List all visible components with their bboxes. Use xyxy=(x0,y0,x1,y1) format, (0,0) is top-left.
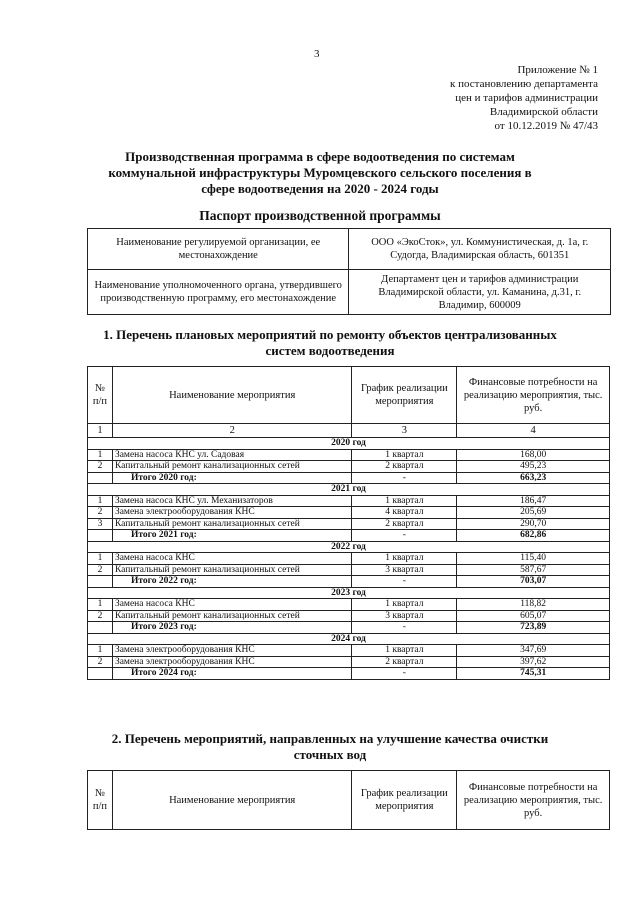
title-line: коммунальной инфраструктуры Муромцевского сельского поселения в xyxy=(108,165,532,180)
table-row xyxy=(88,599,610,611)
row-number: 2 xyxy=(88,507,113,519)
section-title-line: сточных вод xyxy=(293,747,367,762)
table-row xyxy=(88,507,610,519)
year-row xyxy=(88,484,610,496)
measure-value: 495,23 xyxy=(457,461,610,473)
measure-name: Капитальный ремонт канализационных сетей xyxy=(112,564,351,576)
total-value: 703,07 xyxy=(457,576,610,588)
total-dash: - xyxy=(352,622,457,634)
measure-name: Замена насоса КНС ул. Садовая xyxy=(112,449,351,461)
table-row xyxy=(88,610,610,622)
table-header-row xyxy=(88,771,610,830)
year-label: 2022 год xyxy=(88,541,610,553)
measure-name: Капитальный ремонт канализационных сетей xyxy=(112,461,351,473)
total-row xyxy=(88,530,610,542)
year-label: 2023 год xyxy=(88,587,610,599)
table-row xyxy=(88,645,610,657)
measure-value: 347,69 xyxy=(457,645,610,657)
column-number: 3 xyxy=(352,424,457,438)
total-value: 663,23 xyxy=(457,472,610,484)
table-header-row xyxy=(88,367,610,424)
title-line: Производственная программа в сфере водоотведения по системам xyxy=(125,149,515,164)
appendix-line: Владимирской области xyxy=(489,106,598,118)
total-label: Итого 2024 год: xyxy=(112,668,351,680)
total-dash: - xyxy=(352,530,457,542)
header-name: Наименование мероприятия xyxy=(112,771,351,830)
year-row xyxy=(88,587,610,599)
year-row xyxy=(88,633,610,645)
measure-name: Капитальный ремонт канализационных сетей xyxy=(112,518,351,530)
row-number: 1 xyxy=(88,495,113,507)
column-number: 4 xyxy=(457,424,610,438)
row-number: 1 xyxy=(88,449,113,461)
year-label: 2020 год xyxy=(88,438,610,450)
total-empty-cell xyxy=(88,668,113,680)
total-row xyxy=(88,622,610,634)
measure-name: Замена электрооборудования КНС xyxy=(112,645,351,657)
header-finance: Финансовые потребности на реализацию мероприятия, тыс. руб. xyxy=(457,367,610,424)
header-schedule: График реализации мероприятия xyxy=(352,771,457,830)
table-row xyxy=(88,270,611,315)
header-schedule: График реализации мероприятия xyxy=(352,367,457,424)
table-row xyxy=(88,518,610,530)
row-number: 1 xyxy=(88,553,113,565)
total-dash: - xyxy=(352,668,457,680)
year-row xyxy=(88,438,610,450)
row-number: 1 xyxy=(88,599,113,611)
row-number: 2 xyxy=(88,610,113,622)
header-num: № п/п xyxy=(88,367,113,424)
year-label: 2024 год xyxy=(88,633,610,645)
table-row xyxy=(88,553,610,565)
total-dash: - xyxy=(352,576,457,588)
section-2-title xyxy=(70,731,590,763)
passport-value: ООО «ЭкоСток», ул. Коммунистическая, д. 1а, г. Судогда, Владимирская область, 601351 xyxy=(349,229,611,270)
year-row xyxy=(88,541,610,553)
years-body xyxy=(88,438,610,680)
measure-name: Замена насоса КНС xyxy=(112,553,351,565)
table-row xyxy=(88,229,611,270)
measure-value: 397,62 xyxy=(457,656,610,668)
total-value: 745,31 xyxy=(457,668,610,680)
title-line: сфере водоотведения на 2020 - 2024 годы xyxy=(201,181,439,196)
total-empty-cell xyxy=(88,472,113,484)
passport-title: Паспорт производственной программы xyxy=(199,208,441,223)
table-row xyxy=(88,564,610,576)
total-label: Итого 2020 год: xyxy=(112,472,351,484)
measure-value: 205,69 xyxy=(457,507,610,519)
table-row xyxy=(88,495,610,507)
column-number: 2 xyxy=(112,424,351,438)
measure-name: Замена насоса КНС xyxy=(112,599,351,611)
total-label: Итого 2021 год: xyxy=(112,530,351,542)
document-title xyxy=(70,149,570,197)
row-number: 2 xyxy=(88,656,113,668)
measure-value: 587,67 xyxy=(457,564,610,576)
appendix-line: к постановлению департамента xyxy=(450,78,598,90)
measure-schedule: 1 квартал xyxy=(352,599,457,611)
measure-schedule: 3 квартал xyxy=(352,610,457,622)
table-row xyxy=(88,656,610,668)
row-number: 1 xyxy=(88,645,113,657)
appendix-line: цен и тарифов администрации xyxy=(455,92,598,104)
quality-measures-table xyxy=(87,770,610,830)
measure-value: 605,07 xyxy=(457,610,610,622)
measure-schedule: 3 квартал xyxy=(352,564,457,576)
measure-name: Замена насоса КНС ул. Механизаторов xyxy=(112,495,351,507)
measure-value: 168,00 xyxy=(457,449,610,461)
header-finance: Финансовые потребности на реализацию мероприятия, тыс. руб. xyxy=(457,771,610,830)
measure-schedule: 1 квартал xyxy=(352,553,457,565)
row-number: 2 xyxy=(88,564,113,576)
passport-table xyxy=(87,228,611,315)
passport-label: Наименование уполномоченного органа, утвердившего производственную программу, его местонахождение xyxy=(88,270,349,315)
total-row xyxy=(88,668,610,680)
row-number: 3 xyxy=(88,518,113,530)
passport-value: Департамент цен и тарифов администрации Владимирской области, ул. Каманина, д.31, г. Владимир, 600009 xyxy=(349,270,611,315)
passport-label: Наименование регулируемой организации, ее местонахождение xyxy=(88,229,349,270)
column-number-row xyxy=(88,424,610,438)
total-empty-cell xyxy=(88,576,113,588)
section-1-title xyxy=(70,327,590,359)
header-name: Наименование мероприятия xyxy=(112,367,351,424)
measure-name: Замена электрооборудования КНС xyxy=(112,656,351,668)
measure-value: 118,82 xyxy=(457,599,610,611)
measure-schedule: 4 квартал xyxy=(352,507,457,519)
section-title-line: 2. Перечень мероприятий, направленных на улучшение качества очистки xyxy=(111,731,549,746)
table-row xyxy=(88,461,610,473)
year-label: 2021 год xyxy=(88,484,610,496)
total-empty-cell xyxy=(88,622,113,634)
total-row xyxy=(88,472,610,484)
header-num: № п/п xyxy=(88,771,113,830)
measure-name: Замена электрооборудования КНС xyxy=(112,507,351,519)
section-title-line: 1. Перечень плановых мероприятий по ремонту объектов централизованных xyxy=(103,327,557,342)
column-number: 1 xyxy=(88,424,113,438)
total-dash: - xyxy=(352,472,457,484)
row-number: 2 xyxy=(88,461,113,473)
total-value: 723,89 xyxy=(457,622,610,634)
total-row xyxy=(88,576,610,588)
appendix-line: от 10.12.2019 № 47/43 xyxy=(494,120,598,132)
measure-schedule: 2 квартал xyxy=(352,656,457,668)
total-value: 682,86 xyxy=(457,530,610,542)
measure-schedule: 1 квартал xyxy=(352,495,457,507)
measure-value: 115,40 xyxy=(457,553,610,565)
measure-value: 186,47 xyxy=(457,495,610,507)
section-title-line: систем водоотведения xyxy=(265,343,395,358)
appendix-line: Приложение № 1 xyxy=(517,64,598,76)
measures-table xyxy=(87,366,610,680)
total-empty-cell xyxy=(88,530,113,542)
measure-schedule: 2 квартал xyxy=(352,461,457,473)
measure-value: 290,70 xyxy=(457,518,610,530)
measure-name: Капитальный ремонт канализационных сетей xyxy=(112,610,351,622)
table-row xyxy=(88,449,610,461)
measure-schedule: 1 квартал xyxy=(352,449,457,461)
page-number: 3 xyxy=(314,48,320,60)
appendix-block xyxy=(338,63,598,133)
measure-schedule: 1 квартал xyxy=(352,645,457,657)
total-label: Итого 2022 год: xyxy=(112,576,351,588)
total-label: Итого 2023 год: xyxy=(112,622,351,634)
measure-schedule: 2 квартал xyxy=(352,518,457,530)
